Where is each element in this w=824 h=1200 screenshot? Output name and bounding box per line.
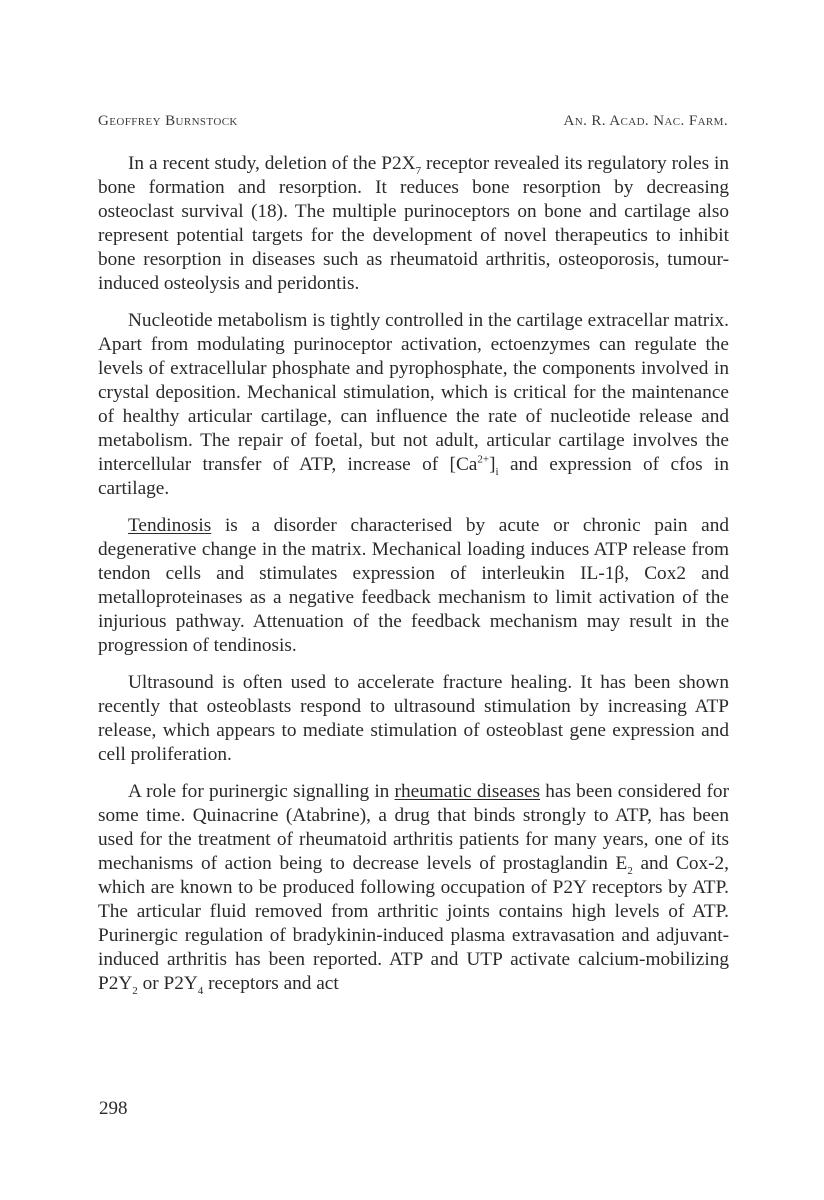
subscript: i — [495, 465, 499, 478]
text-run: A role for purinergic signalling in — [128, 781, 395, 802]
subscript: 2 — [627, 864, 633, 877]
text-run: and Cox-2, which are known to be produced following occupation of P2Y receptors by ATP. The articular fluid removed from arthritic joints contains high levels of ATP. Purinergic regulation of bradykinin-induced plasma extravasation and adjuvant-induced arthritis has been reported. ATP and UTP activate calcium-mobilizing P2Y — [98, 853, 729, 994]
text-run: In a recent study, deletion of the P2X — [128, 153, 416, 174]
subscript: 7 — [415, 164, 422, 177]
text-run: and expression of cfos in cartilage. — [98, 454, 729, 499]
text-run: ] — [489, 454, 496, 475]
header-journal: An. R. Acad. Nac. Farm. — [563, 113, 728, 129]
text-run: receptor revealed its regulatory roles in bone formation and resorption. It reduces bone resorption by decreasing osteoclast survival (18). The multiple purinoceptors on bone and cartilage also represent potential targets for the development of novel therapeutics to inhibit bone resorption in diseases such as rheumatoid arthritis, osteoporosis, tumour-induced osteolysis and peridontis. — [98, 153, 729, 294]
body-text — [98, 152, 729, 1009]
running-header — [98, 113, 728, 130]
text-run: receptors and act — [203, 973, 339, 994]
text-run: or P2Y — [137, 973, 198, 994]
page-number: 298 — [99, 1098, 128, 1119]
superscript: 2+ — [477, 453, 490, 466]
text-run: Ultrasound is often used to accelerate fracture healing. It has been shown recently that osteoblasts respond to ultrasound stimulation by increasing ATP release, which appears to mediate stimulation of osteoblast gene expression and cell proliferation. — [98, 672, 729, 765]
subscript: 2 — [132, 984, 138, 997]
text-run: Nucleotide metabolism is tightly controlled in the cartilage extracellar matrix. Apart from modulating purinoceptor activation, ectoenzymes can regulate the levels of extracellular phosphate and pyrophosphate, the components involved in crystal deposition. Mechanical stimulation, which is critical for the maintenance of healthy articular cartilage, can influence the rate of nucleotide release and metabolism. The repair of foetal, but not adult, articular cartilage involves the intercellular transfer of ATP, increase of [Ca — [98, 310, 729, 475]
header-author: Geoffrey Burnstock — [98, 113, 238, 129]
paragraph-nucleotide-metabolism — [98, 309, 729, 501]
paragraph-tendinosis — [98, 514, 729, 658]
text-run: has been considered for some time. Quinacrine (Atabrine), a drug that binds strongly to ATP, has been used for the treatment of rheumatoid arthritis patients for many years, one of its mechanisms of action being to decrease levels of prostaglandin E — [98, 781, 729, 874]
text-run: is a disorder characterised by acute or chronic pain and degenerative change in the matrix. Mechanical loading induces ATP release from tendon cells and stimulates expression of interleukin IL-1β, Cox2 and metalloproteinases as a negative feedback mechanism to limit activation of the injurious pathway. Attenuation of the feedback mechanism may result in the progression of tendinosis. — [98, 515, 729, 656]
paragraph-rheumatic-diseases — [98, 780, 729, 996]
paragraph-ultrasound — [98, 671, 729, 767]
paragraph-p2x7 — [98, 152, 729, 296]
subscript: 4 — [197, 984, 204, 997]
underlined-term: rheumatic diseases — [394, 781, 541, 802]
underlined-term: Tendinosis — [128, 515, 212, 536]
